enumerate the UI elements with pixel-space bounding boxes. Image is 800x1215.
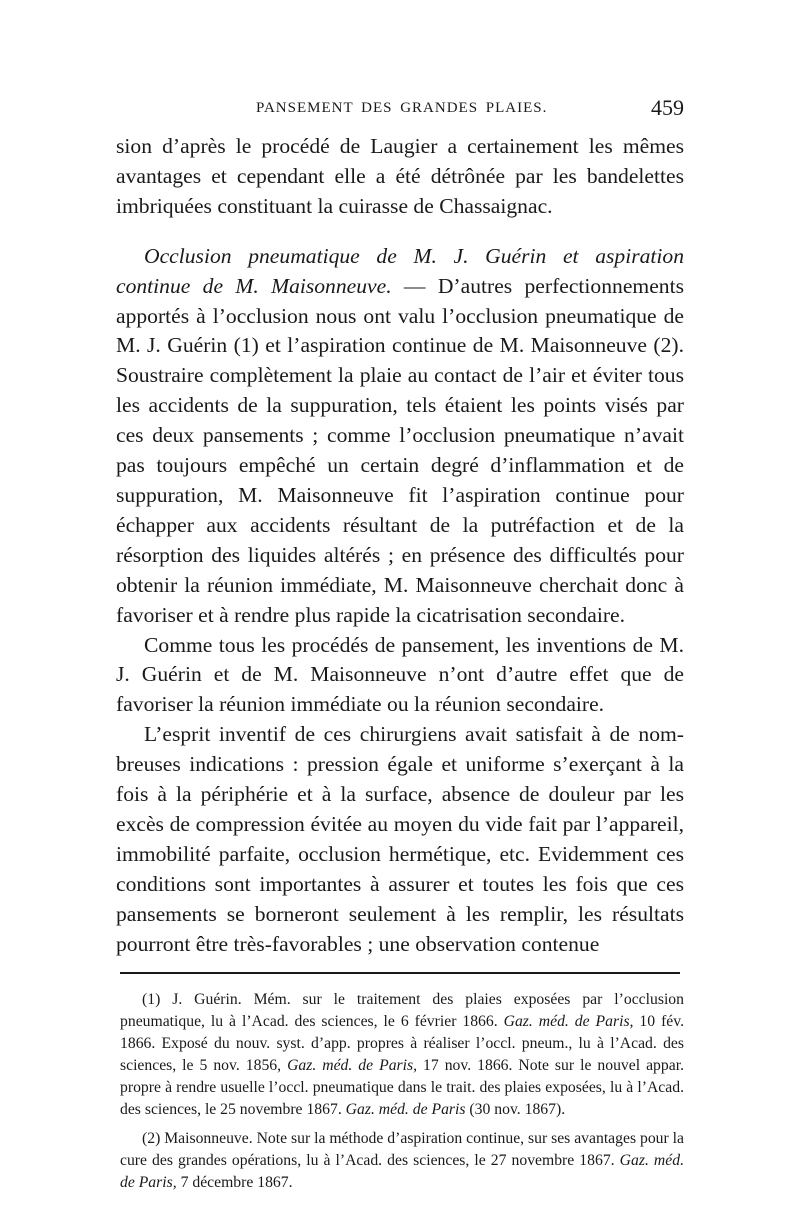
footnotes	[120, 989, 684, 1194]
section-heading: Occlusion pneumatique de M. J. Guérin et aspiration continue de M. Maisonneuve.	[116, 243, 684, 298]
footnote-2-text: 7 décembre 1867.	[176, 1174, 293, 1192]
paragraph-continued: sion d’après le procédé de Laugier a certainement les mêmes avantages et cependant elle a été détrônée par les bandelettes imbriquées constituant la cuirasse de Chassaignac.	[116, 134, 684, 218]
footnote-1-text: (30 nov. 1867).	[465, 1101, 566, 1119]
footnote-2	[120, 1128, 684, 1194]
page-number: 459	[651, 95, 684, 120]
book-page	[116, 92, 684, 1194]
running-title: PANSEMENT DES GRANDES PLAIES.	[256, 100, 548, 116]
footnote-1-text: 17 nov. 1866. Note sur le nouvel appar. propre à rendre usuelle l’occl. pneumatique dans le trait. des plaies exposées, lu à l’Acad. des sciences, le 25 novembre 1867.	[120, 1057, 684, 1119]
footnote-1-journal: Gaz. méd. de Paris,	[287, 1057, 418, 1075]
footnote-1	[120, 989, 684, 1121]
paragraph-occlusion-text: — D’autres perfectionnements apportés à l’occlusion nous ont valu l’occlusion pneumatique de M. J. Guérin (1) et l’aspiration continue de M. Maisonneuve (2). Soustraire complètement la plaie au contact de l’air et éviter tous les accidents de la suppuration, tels étaient les points visés par ces deux pansements ; comme l’occlusion pneumatique n’avait pas toujours empêché un certain degré d’inflammation et de suppuration, M. Maisonneuve fit l’aspiration continue pour échapper aux accidents résultant de la putréfaction et de la résorption des liquides altérés ; en présence des difficultés pour obtenir la réunion immédiate, M. Maisonneuve cherchait donc à favoriser et à rendre plus rapide la cicatrisation secondaire.	[116, 273, 684, 627]
footnote-2-text: (2) Maisonneuve. Note sur la méthode d’aspiration continue, sur ses avantages pour la cure des grandes opérations, lu à l’Acad. des sciences, le 27 novembre 1867.	[120, 1130, 684, 1170]
footnote-1-journal: Gaz. méd. de Paris	[345, 1101, 466, 1119]
footnote-2-journal: Gaz. méd. de Paris,	[120, 1152, 684, 1192]
footnote-1-text: (1) J. Guérin. Mém. sur le traitement des plaies exposées par l’occlusion pneumatique, lu à l’Acad. des sciences, le 6 février 1866.	[120, 991, 684, 1031]
paragraph-esprit-inventif: L’esprit inventif de ces chirurgiens avait satisfait à de nombreuses indications : pression égale et uniforme s’exerçant à la fois à la périphérie et à la surface, absence de douleur par les excès de compression évitée au moyen du vide fait par l’appareil, immobilité parfaite, occlusion hermétique, etc. Evidemment ces conditions sont importantes à assurer et toutes les fois que ces pansements se borneront seulement à les remplir, les résultats pourront être très-favorables ; une observation contenue	[116, 722, 684, 956]
body-text	[116, 132, 684, 959]
footnote-1-journal: Gaz. méd. de Paris,	[503, 1013, 634, 1031]
running-header	[116, 92, 684, 132]
footnote-1-text: 10 fév. 1866. Exposé du nouv. syst. d’app. propres à réaliser l’occl. pneum., lu à l’Acad. des sciences, le 5 nov. 1856,	[120, 1013, 684, 1075]
paragraph-occlusion	[116, 242, 684, 631]
footnote-rule	[120, 972, 680, 974]
paragraph-procedes: Comme tous les procédés de pansement, les inventions de M. J. Guérin et de M. Maisonneuve n’ont d’autre effet que de favoriser la réunion immédiate ou la réunion secondaire.	[116, 632, 684, 717]
